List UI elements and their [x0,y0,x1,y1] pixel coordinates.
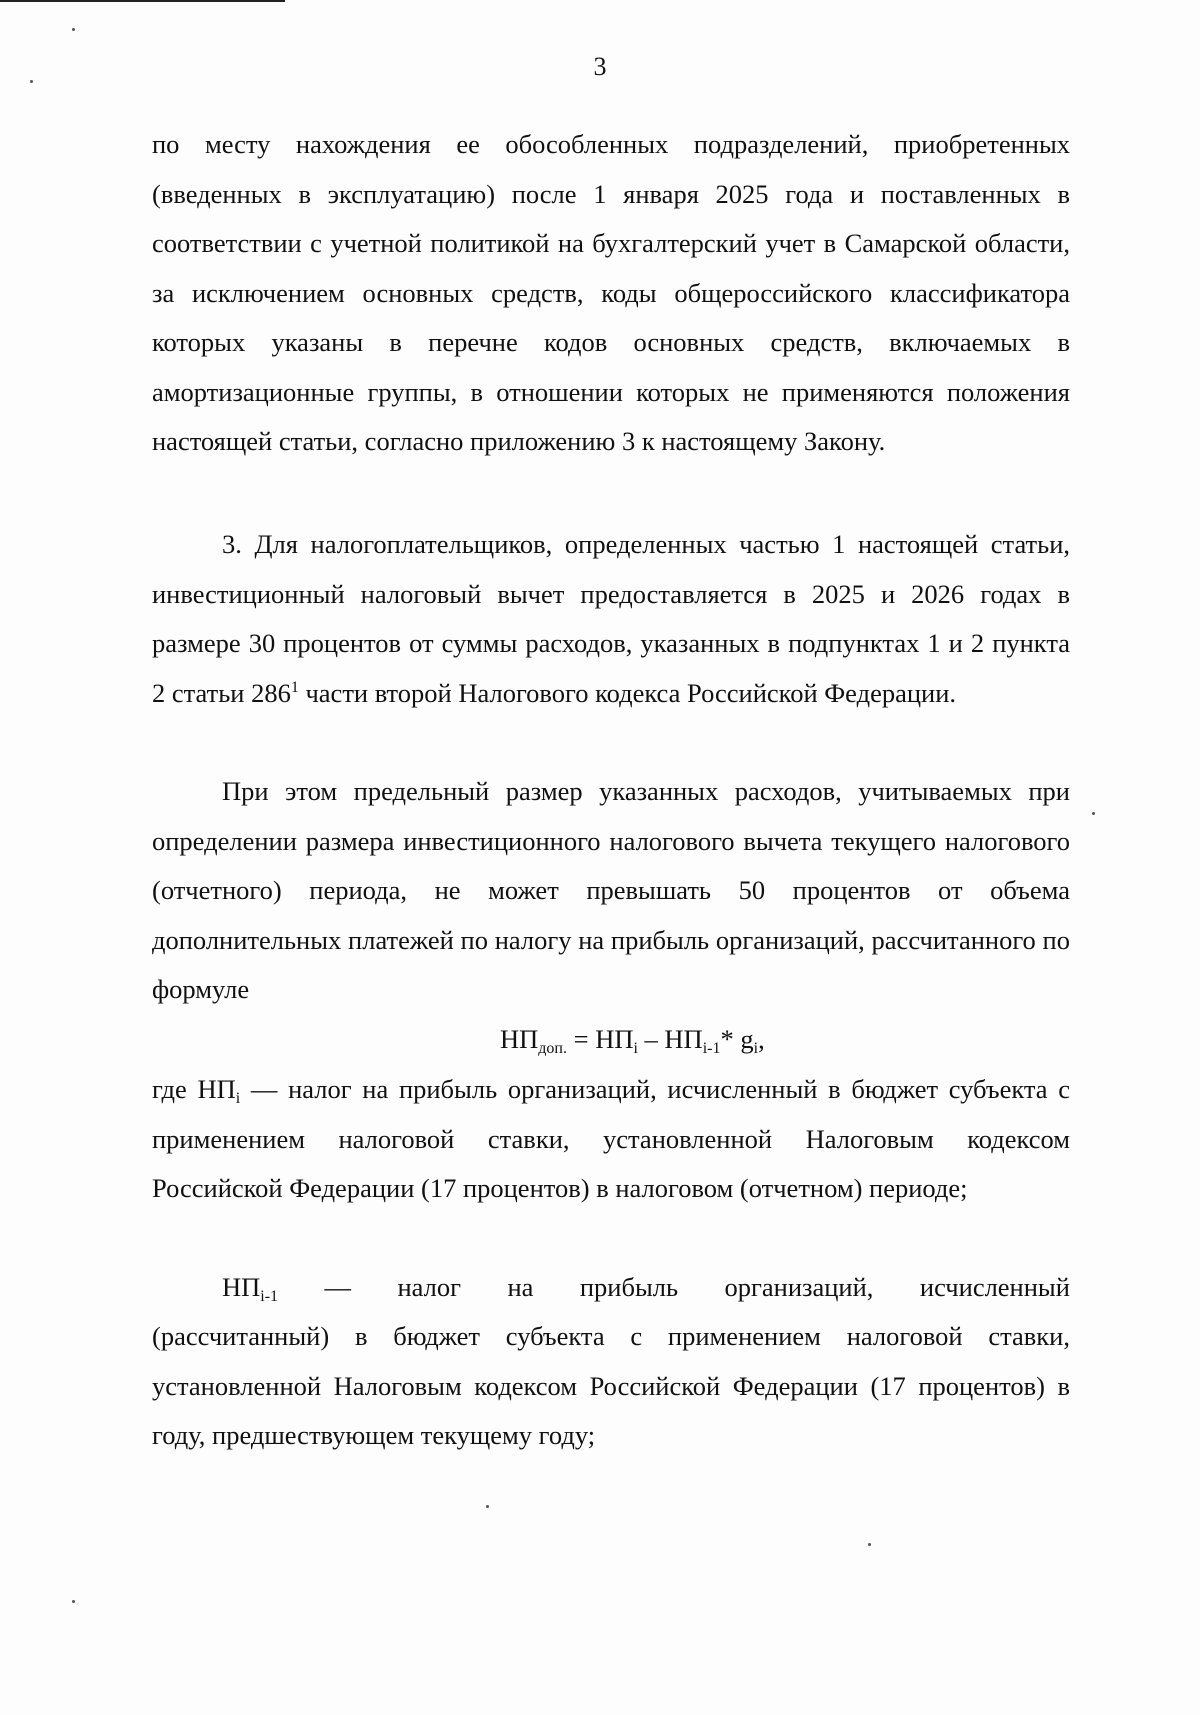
definition-np-i-1-text: (рассчитанный) в бюджет субъекта с применением налоговой ставки, установленной Налоговым кодексом Российской Федерации (17 процентов) в году, предшествующем текущему году; [152,1321,1070,1450]
scan-speck [868,1543,871,1546]
scan-speck [486,1505,489,1508]
definition-np-i-1-lead: $НП_{i-1}$ — налог на прибыль организаций, исчисленный [222,1272,1070,1305]
formula: $НП_{доп.} = НП_i - НП_{i-1}*$ $g_i$, [500,1024,765,1057]
paragraph-continuation: по месту нахождения ее обособленных подразделений, приобретенных (введенных в эксплуатацию) после 1 января 2025 года и поставленных в соответствии с учетной политикой на бухгалтерский учет в Самарской области, за исключением основных средств, коды общероссийского классификатора которых указаны в перечне кодов основных средств, включаемых в амортизационные группы, в отношении которых не применяются положения настоящей статьи, согласно приложению 3 к настоящему Закону. [152,129,1070,456]
scan-speck [1092,812,1095,815]
scan-edge-line [0,0,285,2]
paragraph-3 [152,520,1070,718]
paragraph-limit: При этом предельный размер указанных расходов, учитываемых при определении размера инвестиционного налогового вычета текущего налогового (отчетного) периода, не может превышать 50 процентов от объема дополнительных платежей по налогу на прибыль организаций, рассчитанного по формуле [152,776,1070,1004]
paragraph-3-text-a: 3. Для налогоплательщиков, определенных частью 1 настоящей статьи, инвестиционный налоговый вычет предоставляется в 2025 и 2026 годах в размере 30 процентов от суммы расходов, указанных в подпунктах 1 и 2 пункта 2 статьи 286 [152,529,1070,708]
definition-np-i: где $НП_i$ — налог на прибыль организаций, исчисленный в бюджет субъекта с применением налоговой ставки, установленной Налоговым кодексом Российской Федерации (17 процентов) в налоговом (отчетном) периоде; [152,1074,1070,1203]
article-superscript: 1 [290,678,299,696]
paragraph-3-text-b: части второй Налогового кодекса Российской Федерации. [298,677,957,708]
scan-speck [72,28,75,31]
scan-speck [72,1600,75,1603]
page-number: 3 [593,52,607,81]
